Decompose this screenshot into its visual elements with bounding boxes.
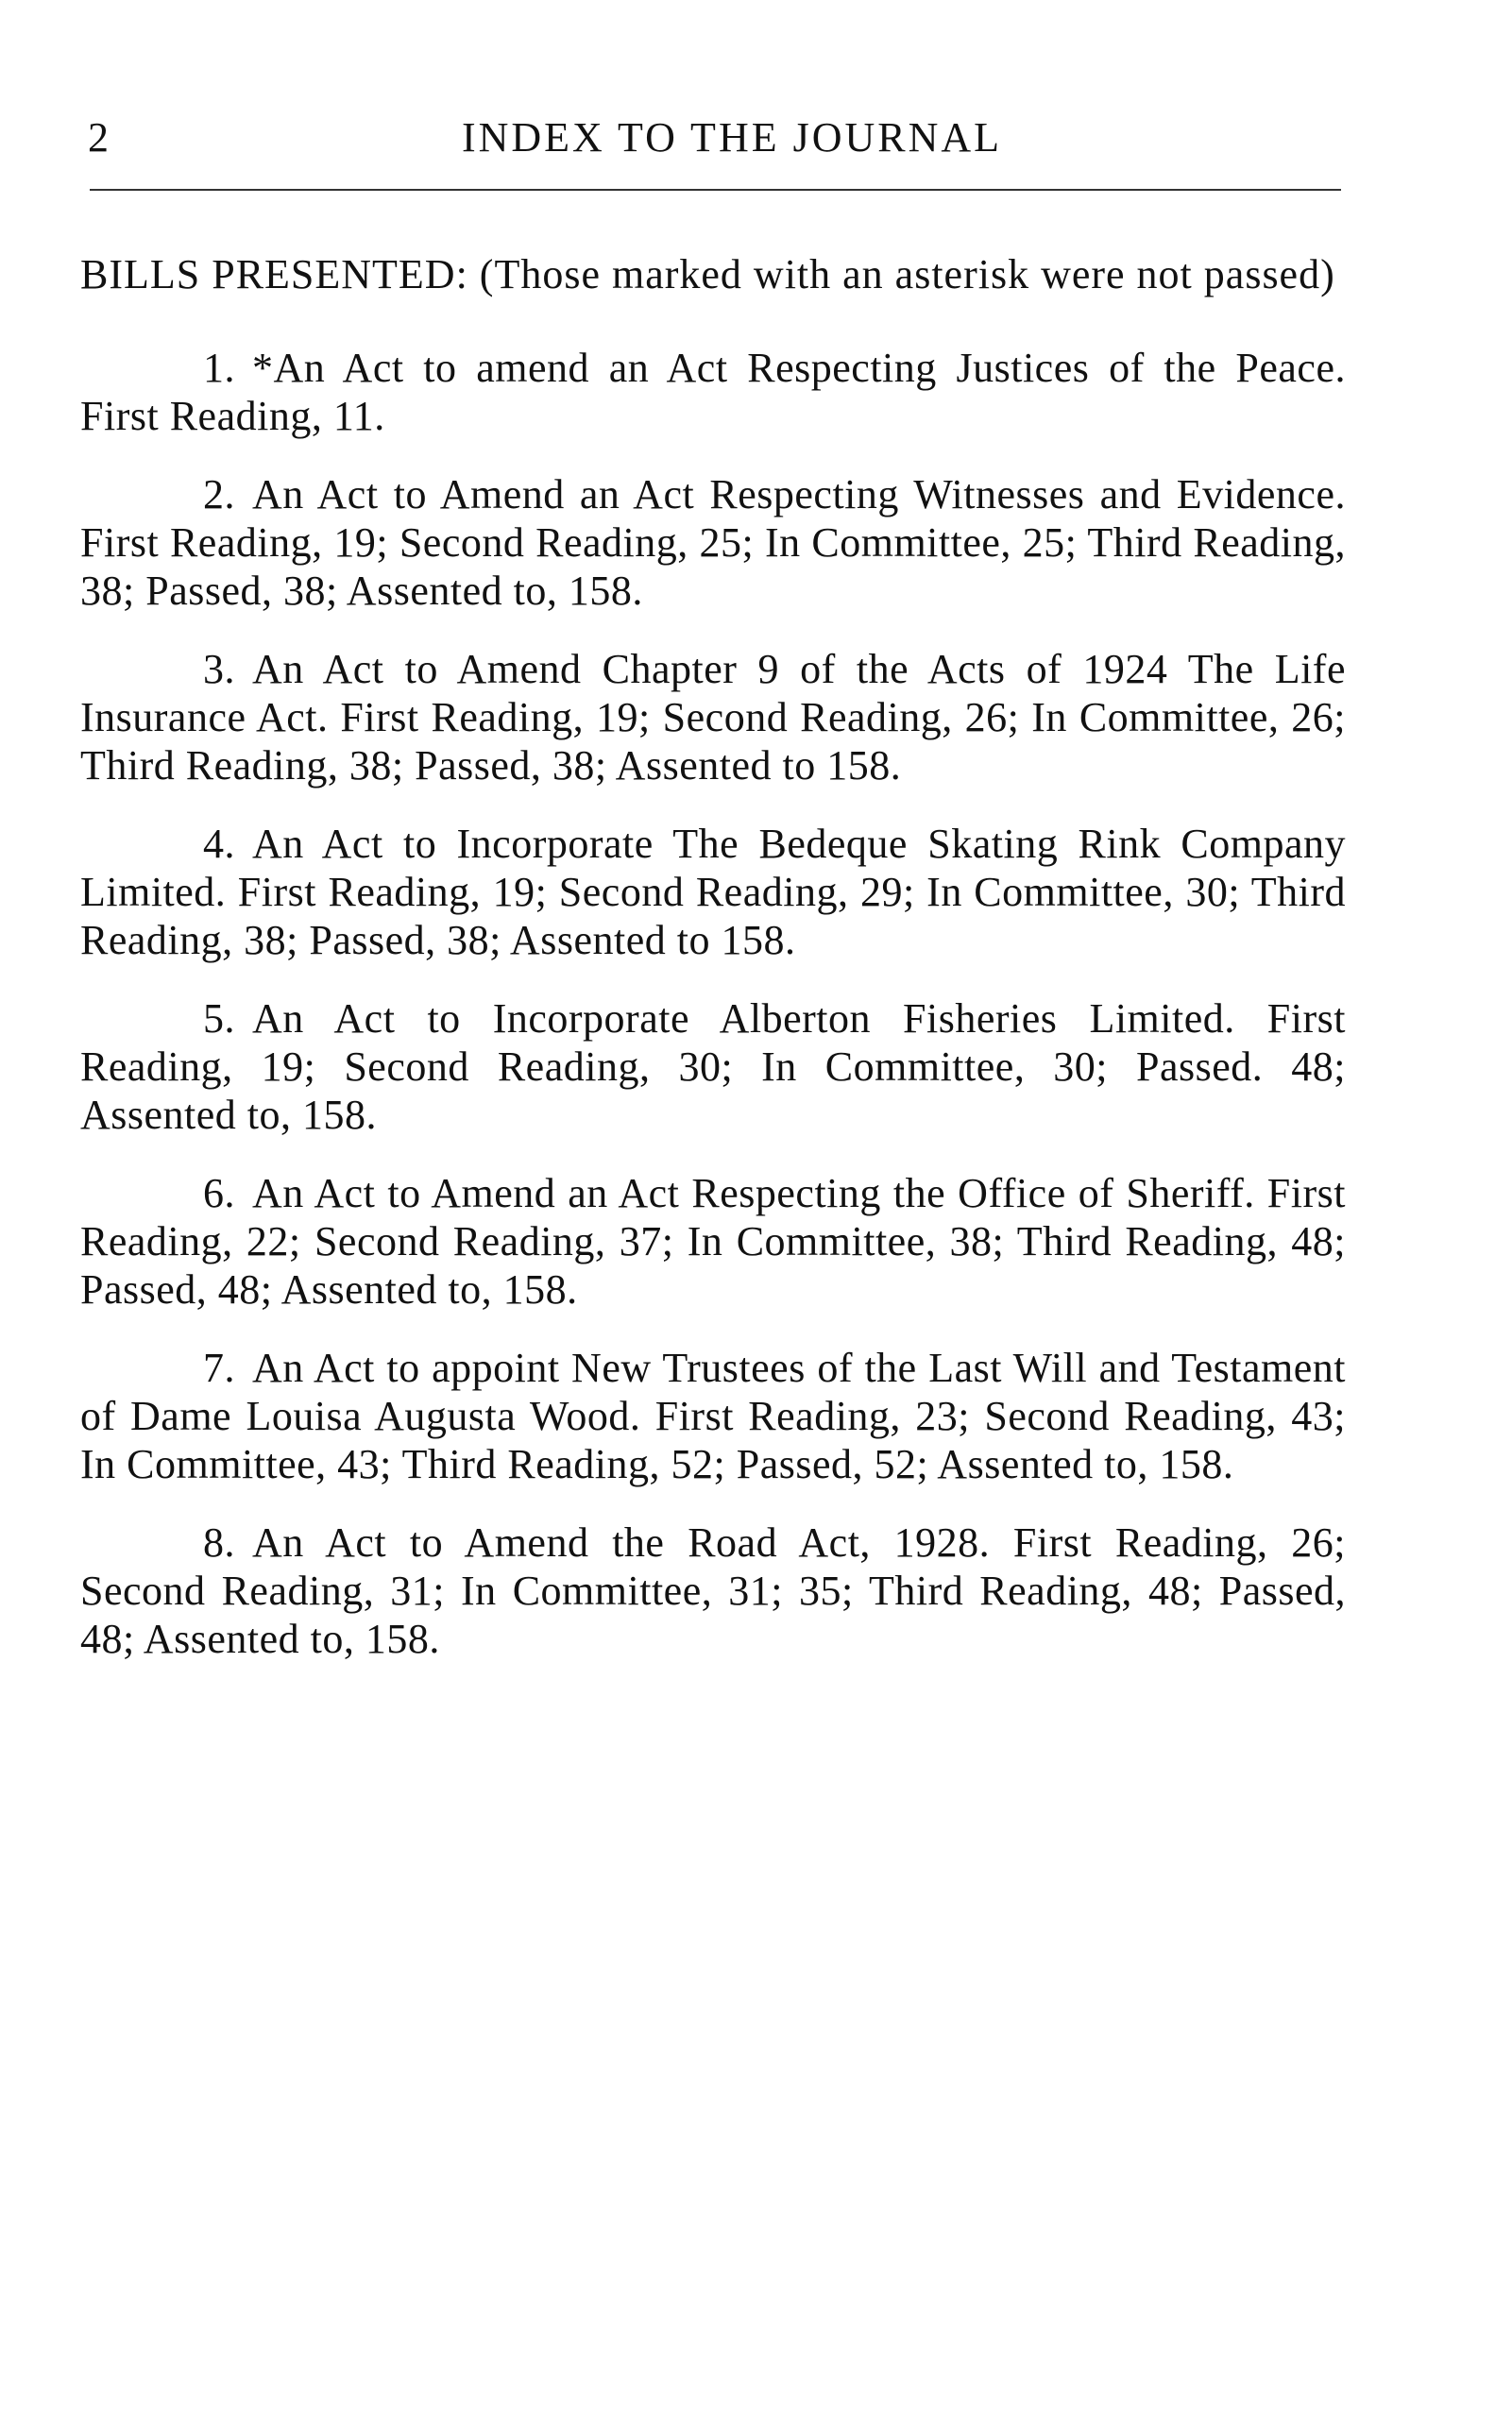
bill-text: An Act to Amend Chapter 9 of the Acts of 1924 The Life Insurance Act. First Reading, 19; Second Reading, 26; In Committee, 26; Third Reading, 38; Passed, 38; Assented to 158. [80,646,1346,789]
bill-number: 2. [203,471,235,517]
bill-number: 8. [203,1519,235,1566]
bill-entry-6 [80,1169,1346,1314]
bill-text: An Act to Amend an Act Respecting Witnesses and Evidence. First Reading, 19; Second Reading, 25; In Committee, 25; Third Reading, 38; Passed, 38; Assented to, 158. [80,471,1346,614]
bill-list [80,344,1346,1663]
bill-text: *An Act to amend an Act Respecting Justices of the Peace. First Reading, 11. [80,345,1346,439]
bill-number: 6. [203,1170,235,1216]
bill-entry-7 [80,1344,1346,1488]
journal-index-page [80,113,1346,1663]
running-title: INDEX TO THE JOURNAL [461,114,1003,161]
bill-text: An Act to Amend the Road Act, 1928. First Reading, 26; Second Reading, 31; In Committee, 31; 35; Third Reading, 48; Passed, 48; Assented to, 158. [80,1519,1346,1662]
bill-number: 3. [203,646,235,692]
bill-entry-8 [80,1518,1346,1663]
bill-text: An Act to Incorporate Alberton Fisheries Limited. First Reading, 19; Second Reading, 30; In Committee, 30; Passed. 48; Assented to, 158. [80,995,1346,1138]
bill-number: 1. [203,345,235,391]
bill-entry-1 [80,344,1346,440]
bill-entry-5 [80,994,1346,1139]
bill-entry-4 [80,820,1346,964]
bill-text: An Act to Incorporate The Bedeque Skating Rink Company Limited. First Reading, 19; Second Reading, 29; In Committee, 30; Third Reading, 38; Passed, 38; Assented to 158. [80,821,1346,963]
bill-entry-3 [80,645,1346,789]
section-heading: BILLS PRESENTED: (Those marked with an asterisk were not passed) [80,251,1335,297]
bill-number: 5. [203,995,235,1042]
bill-text: An Act to Amend an Act Respecting the Office of Sheriff. First Reading, 22; Second Reading, 37; In Committee, 38; Third Reading, 48; Passed, 48; Assented to, 158. [80,1170,1346,1313]
bill-number: 7. [203,1345,235,1391]
header-rule [90,189,1341,191]
running-head [80,113,1346,170]
bill-number: 4. [203,821,235,867]
page-number: 2 [88,114,111,161]
bill-entry-2 [80,470,1346,615]
bill-text: An Act to appoint New Trustees of the Last Will and Testament of Dame Louisa Augusta Wood. First Reading, 23; Second Reading, 43; In Committee, 43; Third Reading, 52; Passed, 52; Assented to, 158. [80,1345,1346,1487]
